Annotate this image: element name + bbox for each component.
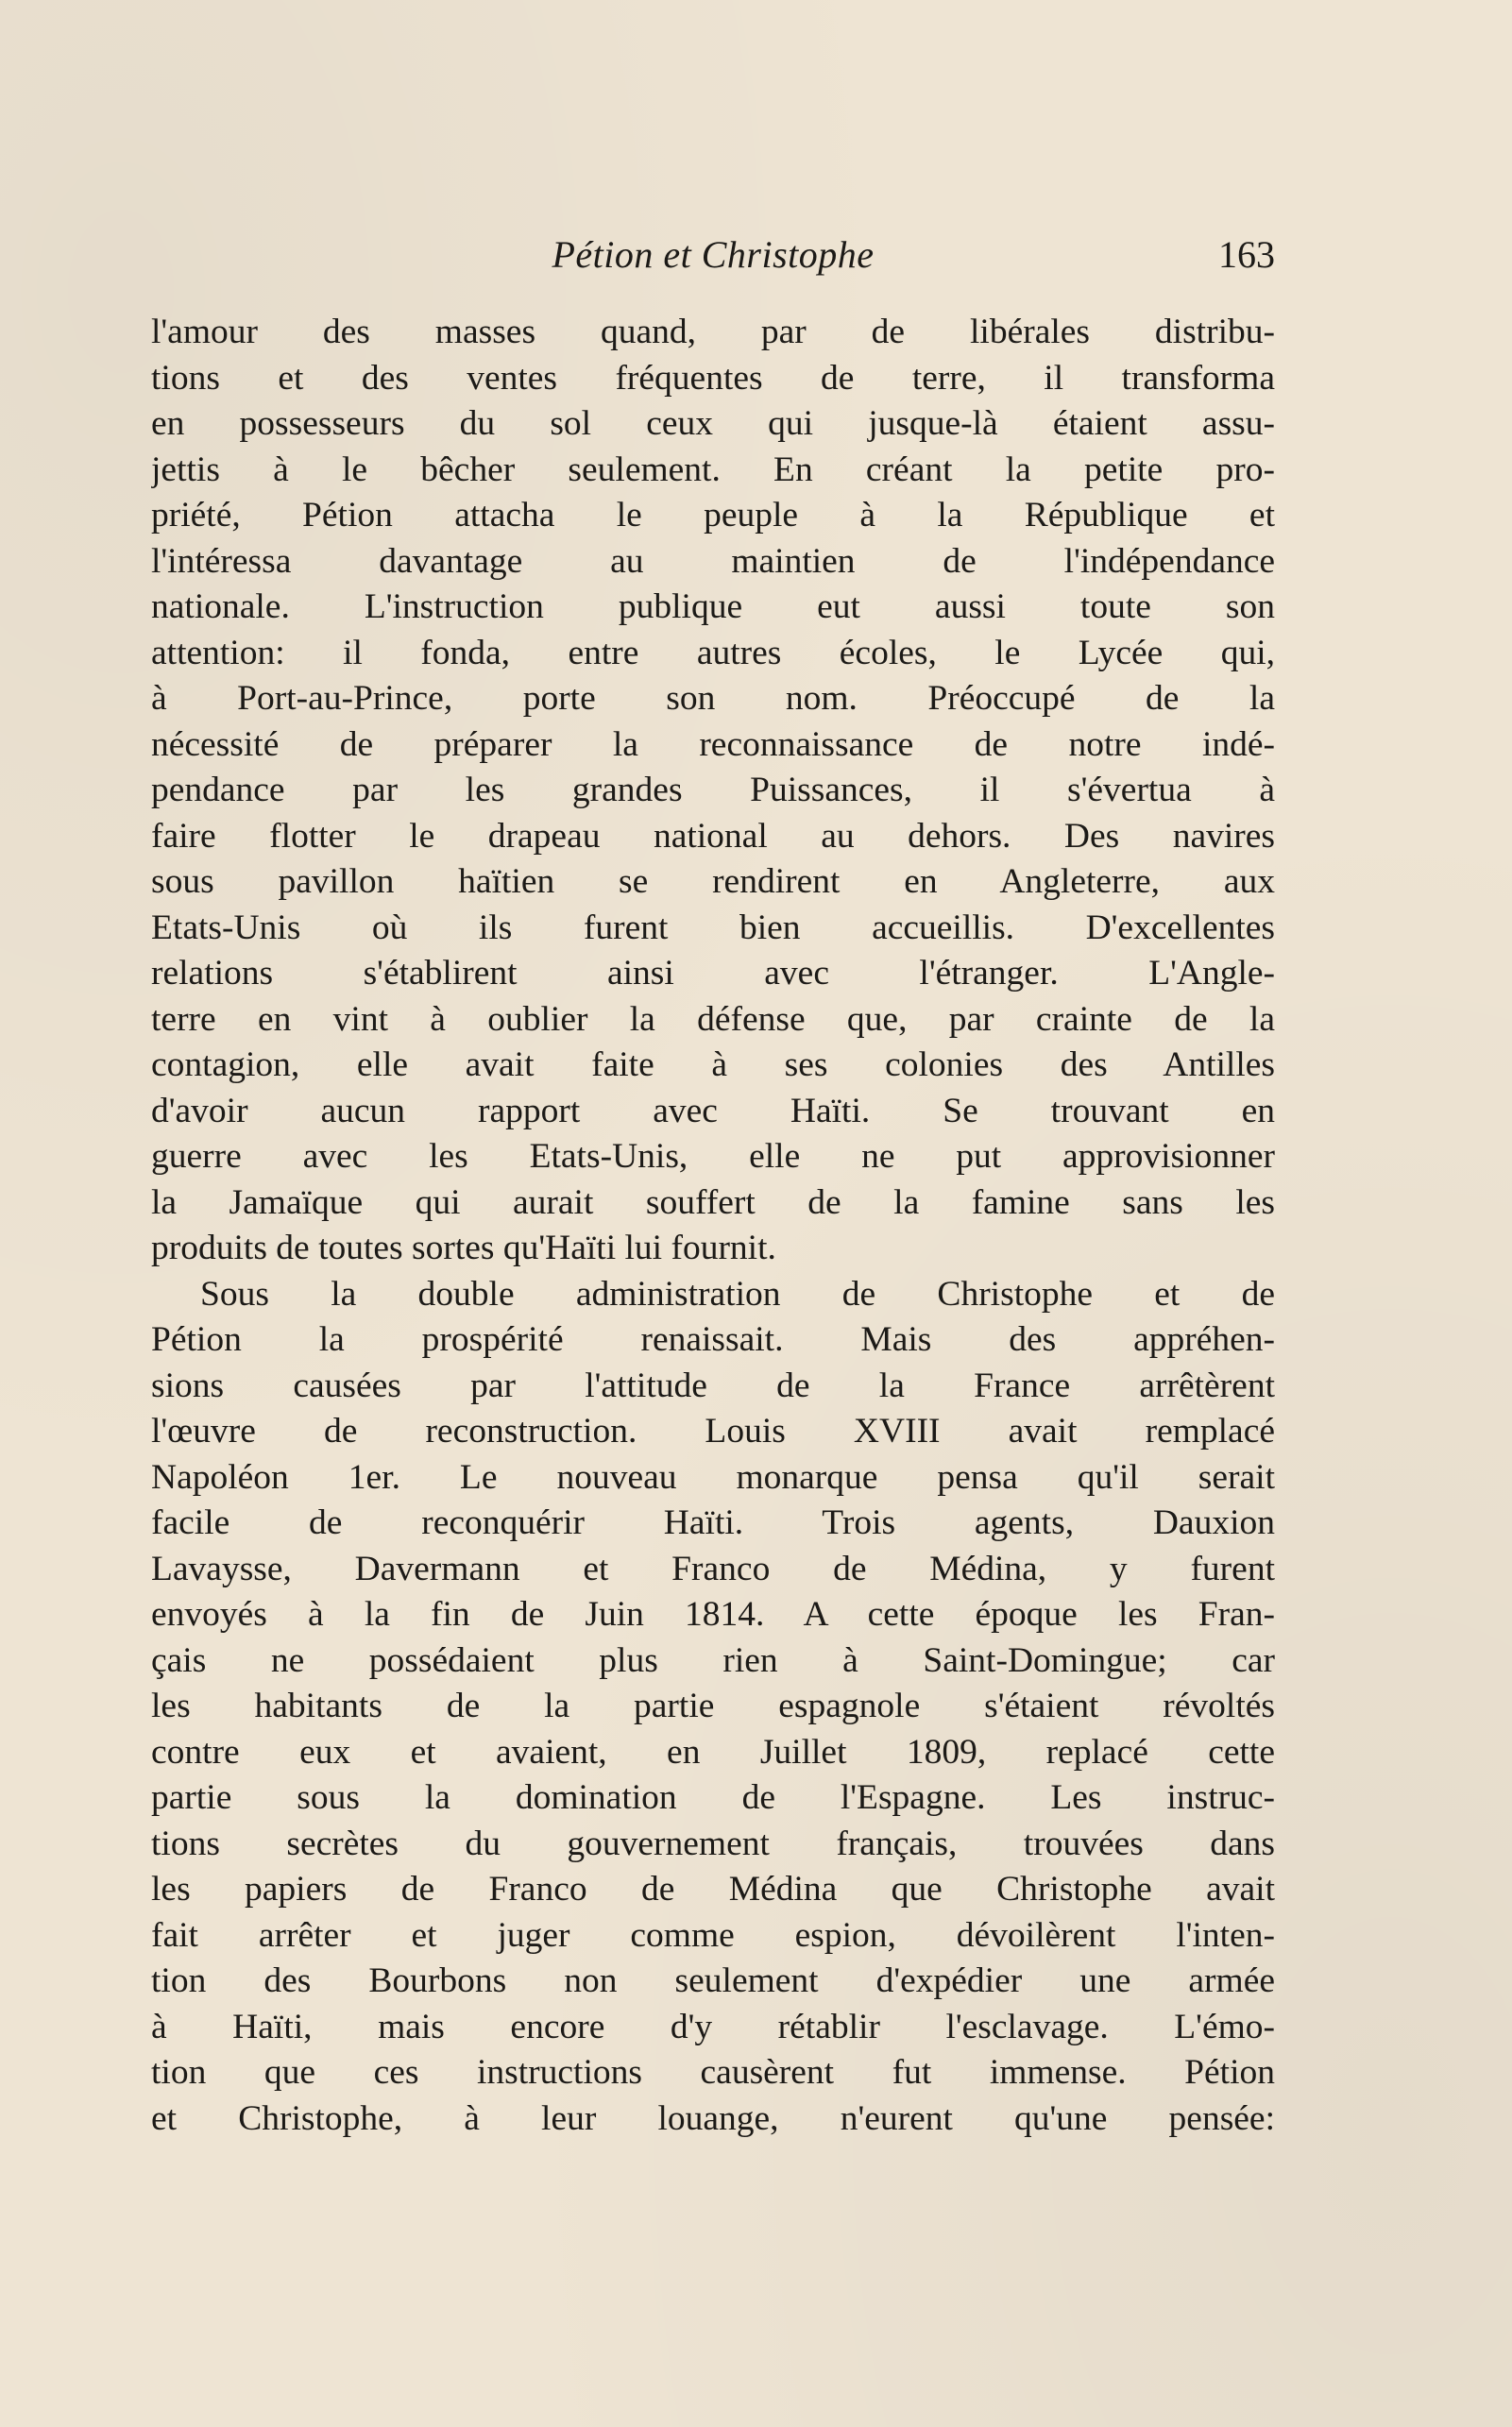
text-line: tion des Bourbons non seulement d'expédier une armée [151,1961,1275,2000]
text-line: çais ne possédaient plus rien à Saint-Domingue; car [151,1640,1275,1680]
page-number: 163 [1218,233,1275,276]
text-line: l'intéressa davantage au maintien de l'indépendance [151,541,1275,581]
text-line: à Port-au-Prince, porte son nom. Préoccupé de la [151,679,1275,718]
text-line: partie sous la domination de l'Espagne. Les instruc- [151,1778,1275,1817]
text-line: nationale. L'instruction publique eut aussi toute son [151,587,1275,626]
text-line: faire flotter le drapeau national au dehors. Des navires [151,816,1275,856]
text-line: à Haïti, mais encore d'y rétablir l'esclavage. L'émo- [151,2007,1275,2046]
text-line: Napoléon 1er. Le nouveau monarque pensa qu'il serait [151,1457,1275,1497]
page-header [151,227,1275,283]
text-line: sions causées par l'attitude de la France arrêtèrent [151,1366,1275,1405]
text-line: Etats-Unis où ils furent bien accueillis. D'excellentes [151,908,1275,947]
text-line: tions et des ventes fréquentes de terre, il transforma [151,358,1275,398]
text-line: d'avoir aucun rapport avec Haïti. Se trouvant en [151,1091,1275,1130]
text-line: tion que ces instructions causèrent fut immense. Pétion [151,2053,1275,2092]
text-line: sous pavillon haïtien se rendirent en Angleterre, aux [151,862,1275,901]
running-title: Pétion et Christophe [552,233,875,276]
text-line: attention: il fonda, entre autres écoles, le Lycée qui, [151,633,1275,672]
paragraph-last-line: produits de toutes sortes qu'Haïti lui fournit. [151,1229,776,1267]
text-line: terre en vint à oublier la défense que, par crainte de la [151,999,1275,1039]
text-line: et Christophe, à leur louange, n'eurent qu'une pensée: [151,2098,1275,2138]
text-line: contre eux et avaient, en Juillet 1809, replacé cette [151,1732,1275,1772]
text-line: l'amour des masses quand, par de libérales distribu- [151,313,1275,351]
text-line: tions secrètes du gouvernement français, trouvées dans [151,1824,1275,1863]
text-line: contagion, elle avait faite à ses colonies des Antilles [151,1045,1275,1084]
text-line: jettis à le bêcher seulement. En créant la petite pro- [151,450,1275,489]
text-line: Pétion la prospérité renaissait. Mais des appréhen- [151,1320,1275,1359]
paragraph-first-line: Sous la double administration de Christophe et de [200,1274,1275,1314]
text-line: les papiers de Franco de Médina que Christophe avait [151,1870,1275,1909]
text-line: fait arrêter et juger comme espion, dévoilèrent l'inten- [151,1915,1275,1955]
text-line: envoyés à la fin de Juin 1814. A cette époque les Fran- [151,1595,1275,1634]
text-line: guerre avec les Etats-Unis, elle ne put approvisionner [151,1137,1275,1176]
text-line: la Jamaïque qui aurait souffert de la famine sans les [151,1182,1275,1222]
text-line: nécessité de préparer la reconnaissance de notre indé- [151,724,1275,764]
text-line: relations s'établirent ainsi avec l'étranger. L'Angle- [151,954,1275,993]
body-text [151,310,1275,2142]
text-line: Lavaysse, Davermann et Franco de Médina, y furent [151,1549,1275,1588]
text-line: les habitants de la partie espagnole s'étaient révoltés [151,1687,1275,1725]
text-line: l'œuvre de reconstruction. Louis XVIII avait remplacé [151,1412,1275,1451]
text-line: en possesseurs du sol ceux qui jusque-là étaient assu- [151,404,1275,443]
text-line: priété, Pétion attacha le peuple à la République et [151,496,1275,535]
text-line: pendance par les grandes Puissances, il s'évertua à [151,771,1275,809]
text-line: facile de reconquérir Haïti. Trois agents, Dauxion [151,1503,1275,1542]
